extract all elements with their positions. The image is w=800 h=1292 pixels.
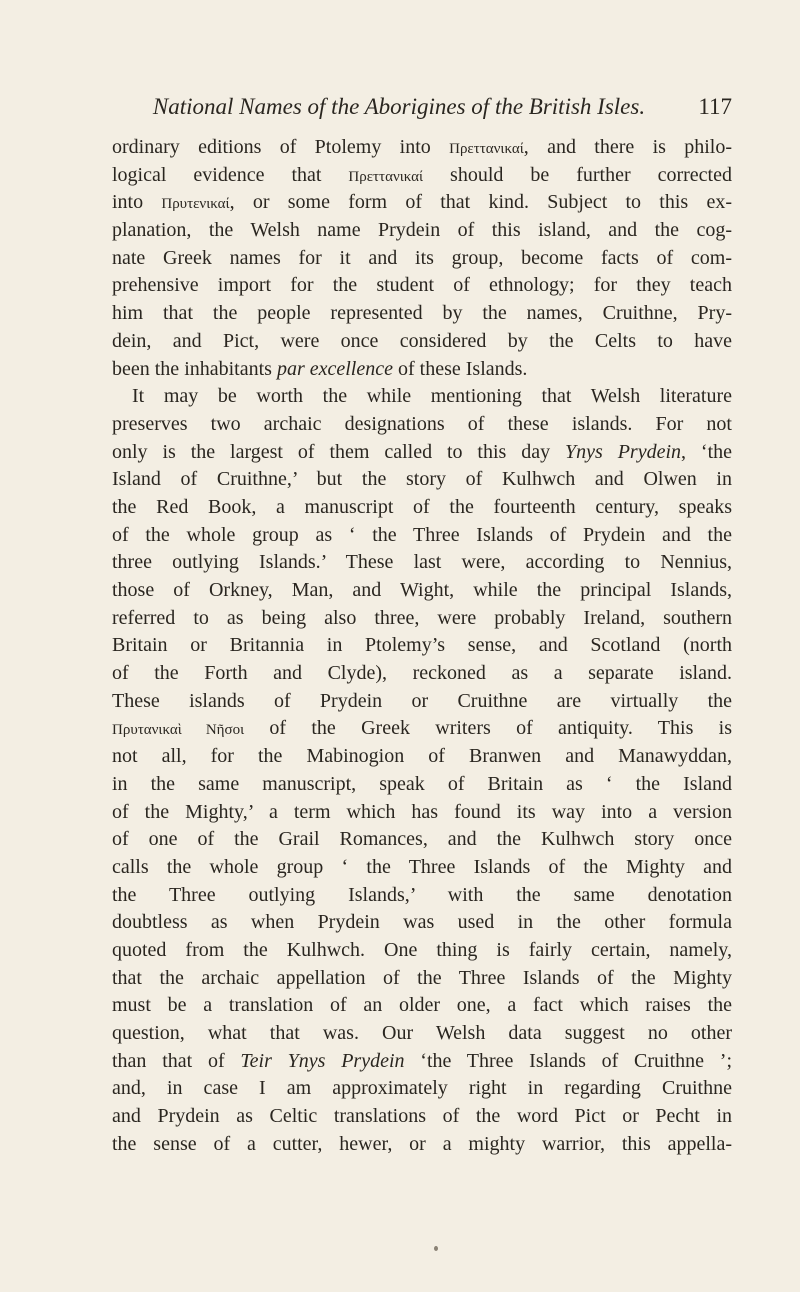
- text-run: , ‘the: [681, 440, 732, 463]
- greek-term: Πρεττανικαί: [449, 141, 524, 157]
- greek-term: Πρυτενικαί: [161, 196, 230, 213]
- text-run: prehensive import for the student of ethnology; for they teach: [112, 274, 732, 297]
- greek-term: Πρυτανικαὶ Νῆσοι: [112, 722, 245, 739]
- text-run: of the Greek writers of antiquity. This is: [244, 717, 732, 740]
- text-line: [112, 688, 732, 716]
- text-line: [112, 909, 732, 937]
- text-run: that the archaic appellation of the Three Islands of the Mighty: [112, 966, 732, 989]
- text-line: [112, 356, 732, 384]
- text-line: [112, 383, 732, 411]
- text-line: [112, 1075, 732, 1103]
- text-line: [112, 1048, 732, 1076]
- text-line: [112, 328, 732, 356]
- text-run: ‘the Three Islands of Cruithne ’;: [404, 1049, 732, 1072]
- text-line: [112, 826, 732, 854]
- text-run: These islands of Prydein or Cruithne are virtually the: [112, 689, 732, 712]
- italic-phrase: Ynys Prydein: [565, 440, 682, 463]
- greek-term: Πρεττανικαί: [348, 168, 424, 185]
- text-line: [112, 522, 732, 550]
- page-number: 117: [698, 94, 732, 119]
- text-run: doubtless as when Prydein was used in the other formula: [112, 911, 732, 934]
- text-run: the Three outlying Islands,’ with the same denotation: [112, 883, 732, 906]
- text-line: [112, 992, 732, 1020]
- text-run: than that of: [112, 1049, 241, 1072]
- text-line: [112, 439, 732, 467]
- text-line: [112, 715, 732, 743]
- text-run: of these Islands.: [393, 357, 528, 380]
- text-run: Island of Cruithne,’ but the story of Kulhwch and Olwen in: [112, 468, 732, 491]
- text-run: quoted from the Kulhwch. One thing is fairly certain, namely,: [112, 938, 732, 961]
- text-line: [112, 245, 732, 273]
- text-run: should be further corrected: [423, 163, 732, 186]
- text-line: [112, 217, 732, 245]
- text-run: those of Orkney, Man, and Wight, while the principal Islands,: [112, 579, 732, 601]
- text-line: [112, 882, 732, 910]
- text-line: [112, 937, 732, 965]
- text-run: and Prydein as Celtic translations of the word Pict or Pecht in: [112, 1105, 732, 1128]
- text-run: must be a translation of an older one, a fact which raises the: [112, 994, 732, 1017]
- text-run: , and there is philo-: [523, 136, 732, 158]
- text-run: planation, the Welsh name Prydein of this island, and the cog-: [112, 219, 732, 242]
- text-line: [112, 632, 732, 660]
- text-line: [112, 1131, 732, 1159]
- text-run: been the inhabitants: [112, 357, 277, 380]
- text-run: and, in case I am approximately right in regarding Cruithne: [112, 1077, 732, 1100]
- text-run: referred to as being also three, were probably Ireland, southern: [112, 606, 732, 629]
- text-run: dein, and Pict, were once considered by the Celts to have: [112, 329, 732, 352]
- text-line: [112, 605, 732, 633]
- italic-phrase: par excellence: [276, 357, 393, 380]
- text-run: ordinary editions of Ptolemy into: [112, 136, 450, 158]
- text-run: , or some form of that kind. Subject to this ex-: [229, 191, 732, 214]
- text-line: [112, 189, 732, 217]
- text-line: [112, 577, 732, 605]
- text-run: of the Mighty,’ a term which has found its way into a version: [112, 800, 732, 823]
- text-line: [112, 799, 732, 827]
- running-head: [112, 92, 732, 126]
- running-title: National Names of the Aborigines of the British Isles.: [152, 94, 646, 119]
- ink-speck: [434, 1246, 438, 1251]
- text-run: It may be worth the while mentioning that Welsh literature: [132, 385, 732, 408]
- text-run: of the whole group as ‘ the Three Islands of Prydein and the: [112, 523, 732, 546]
- text-run: of the Forth and Clyde), reckoned as a separate island.: [112, 662, 732, 685]
- text-run: the Red Book, a manuscript of the fourteenth century, speaks: [112, 495, 732, 518]
- text-line: [112, 411, 732, 439]
- text-run: only is the largest of them called to this day: [112, 440, 566, 463]
- text-run: the sense of a cutter, hewer, or a mighty warrior, this appella-: [112, 1132, 732, 1155]
- text-run: of one of the Grail Romances, and the Kulhwch story once: [112, 828, 732, 851]
- text-run: nate Greek names for it and its group, become facts of com-: [112, 246, 732, 269]
- italic-phrase: Teir Ynys Prydein: [240, 1049, 405, 1072]
- text-run: in the same manuscript, speak of Britain as ‘ the Island: [112, 772, 732, 795]
- text-run: three outlying Islands.’ These last were, according to Nennius,: [112, 551, 732, 574]
- text-line: [112, 272, 732, 300]
- text-run: Britain or Britannia in Ptolemy’s sense, and Scotland (north: [112, 634, 732, 657]
- text-line: [112, 134, 732, 162]
- text-line: [112, 466, 732, 494]
- text-run: into: [112, 191, 162, 214]
- text-line: [112, 660, 732, 688]
- text-line: [112, 965, 732, 993]
- text-line: [112, 1103, 732, 1131]
- text-line: [112, 854, 732, 882]
- text-run: logical evidence that: [112, 163, 349, 186]
- text-line: [112, 771, 732, 799]
- text-line: [112, 743, 732, 771]
- text-run: question, what that was. Our Welsh data suggest no other: [112, 1022, 732, 1044]
- text-run: him that the people represented by the names, Cruithne, Pry-: [112, 302, 732, 325]
- text-run: preserves two archaic designations of these islands. For not: [112, 412, 732, 435]
- text-run: not all, for the Mabinogion of Branwen and Manawyddan,: [112, 745, 732, 768]
- text-line: [112, 162, 732, 190]
- text-line: [112, 1020, 732, 1048]
- text-line: [112, 549, 732, 577]
- body-text: [112, 134, 732, 1158]
- text-run: calls the whole group ‘ the Three Islands of the Mighty and: [112, 855, 732, 878]
- text-line: [112, 300, 732, 328]
- text-line: [112, 494, 732, 522]
